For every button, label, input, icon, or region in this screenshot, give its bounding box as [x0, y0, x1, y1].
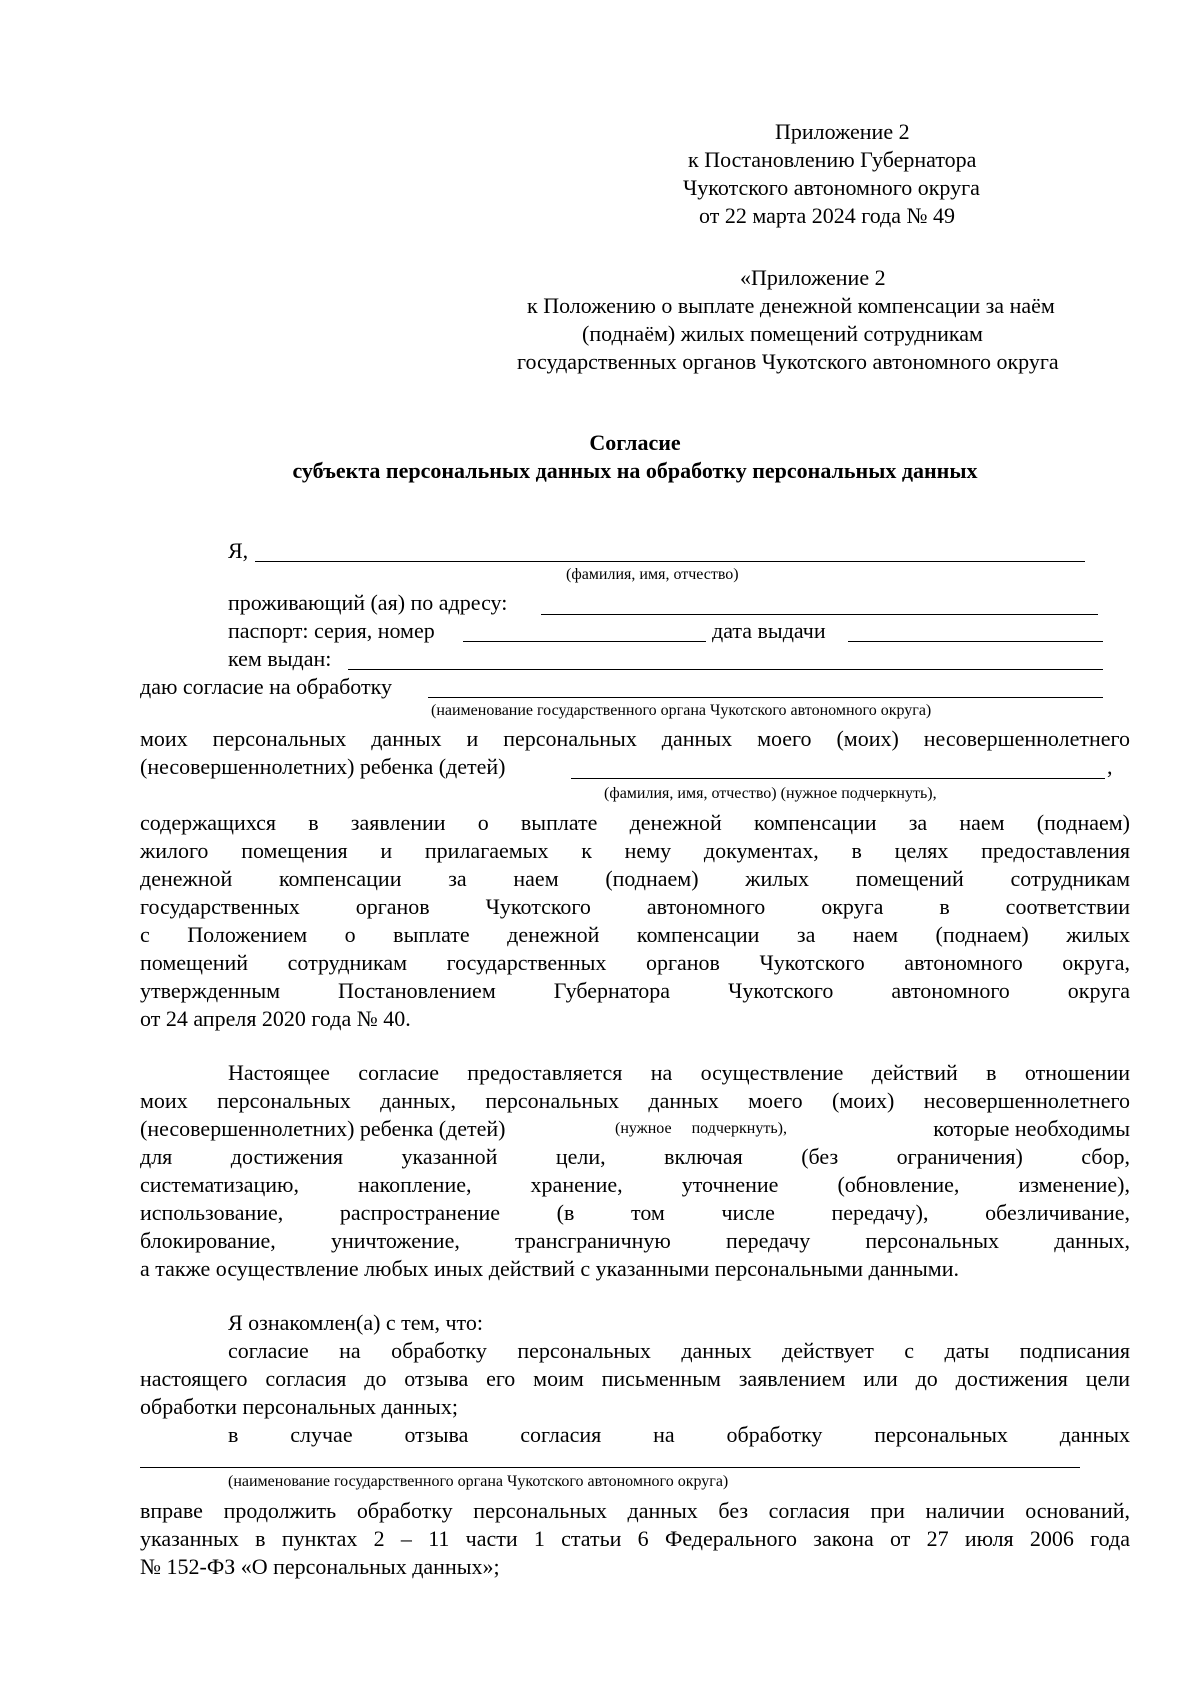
paragraph-2-line: а также осуществление любых иных действий с указанными персональными данными. [140, 1256, 959, 1281]
organ-caption-2: (наименование государственного органа Чукотского автономного округа) [228, 1473, 729, 1490]
issue-date-label: дата выдачи [712, 618, 826, 643]
passport-number-field-line[interactable] [463, 641, 706, 642]
appendix-title: «Приложение 2 [740, 265, 886, 290]
child-caption: (фамилия, имя, отчество) (нужное подчеркнуть), [604, 785, 937, 802]
paragraph-1-line: денежной компенсации за наем (поднаем) жилых помещений сотрудникам [140, 866, 1130, 891]
fio-field-line[interactable] [255, 561, 1085, 562]
paragraph-2-note: (нужное подчеркнуть), [615, 1120, 787, 1137]
document-subtitle: субъекта персональных данных на обработку персональных данных [292, 458, 978, 483]
issued-by-field-line[interactable] [348, 669, 1103, 670]
paragraph-2-line: Настоящее согласие предоставляется на осуществление действий в отношении [228, 1060, 1130, 1085]
header-date-number: от 22 марта 2024 года № 49 [699, 203, 956, 228]
header-appendix-number: Приложение 2 [775, 119, 910, 144]
paragraph-1-line: содержащихся в заявлении о выплате денежной компенсации за наем (поднаем) [140, 810, 1130, 835]
paragraph-1-last-line: от 24 апреля 2020 года № 40. [140, 1006, 411, 1031]
paragraph-2-line: использование, распространение (в том числе передачу), обезличивание, [140, 1200, 1130, 1225]
paragraph-1-line: с Положением о выплате денежной компенсации за наем (поднаем) жилых [140, 922, 1130, 947]
paragraph-3-line: вправе продолжить обработку персональных данных без согласия при наличии оснований, [140, 1498, 1130, 1523]
paragraph-1-line: помещений сотрудникам государственных органов Чукотского автономного округа, [140, 950, 1130, 975]
data-line-2-comma: , [1107, 754, 1113, 779]
paragraph-2-line: (несовершеннолетних) ребенка (детей) [140, 1116, 506, 1141]
paragraph-3-line: указанных в пунктах 2 – 11 части 1 статьи 6 Федерального закона от 27 июля 2006 года [140, 1526, 1130, 1551]
data-line-2: (несовершеннолетних) ребенка (детей) [140, 754, 506, 779]
organ-field-line[interactable] [428, 697, 1103, 698]
paragraph-3-line: обработки персональных данных; [140, 1394, 458, 1419]
paragraph-2-line: моих персональных данных, персональных данных моего (моих) несовершеннолетнего [140, 1088, 1130, 1113]
paragraph-3-intro: Я ознакомлен(а) с тем, что: [228, 1310, 483, 1335]
paragraph-2-line: систематизацию, накопление, хранение, уточнение (обновление, изменение), [140, 1172, 1130, 1197]
paragraph-1-line: жилого помещения и прилагаемых к нему документах, в целях предоставления [140, 838, 1130, 863]
i-label: Я, [228, 538, 249, 563]
organ-field-line-2[interactable] [140, 1467, 1080, 1468]
consent-to-label: даю согласие на обработку [140, 674, 393, 699]
appendix-line-4: государственных органов Чукотского автономного округа [517, 349, 1059, 374]
paragraph-2-line: которые необходимы [933, 1116, 1130, 1141]
paragraph-2-line: для достижения указанной цели, включая (без ограничения) сбор, [140, 1144, 1130, 1169]
appendix-line-2: к Положению о выплате денежной компенсации за наём [527, 293, 1055, 318]
child-fio-field-line[interactable] [571, 778, 1105, 779]
issue-date-field-line[interactable] [848, 641, 1103, 642]
document-title: Согласие [589, 430, 681, 455]
header-decree-ref: к Постановлению Губернатора [688, 147, 977, 172]
data-line-1: моих персональных данных и персональных данных моего (моих) несовершеннолетнего [140, 726, 1130, 751]
organ-caption: (наименование государственного органа Чукотского автономного округа) [431, 702, 932, 719]
paragraph-3-line: в случае отзыва согласия на обработку персональных данных [228, 1422, 1130, 1447]
paragraph-3-line: настоящего согласия до отзыва его моим письменным заявлением или до достижения цели [140, 1366, 1130, 1391]
paragraph-3-line: согласие на обработку персональных данных действует с даты подписания [228, 1338, 1130, 1363]
address-field-line[interactable] [541, 614, 1098, 615]
paragraph-1-line: утвержденным Постановлением Губернатора Чукотского автономного округа [140, 978, 1130, 1003]
address-label: проживающий (ая) по адресу: [228, 590, 508, 615]
paragraph-3-line: № 152-ФЗ «О персональных данных»; [140, 1554, 500, 1579]
appendix-line-3: (поднаём) жилых помещений сотрудникам [582, 321, 983, 346]
fio-caption: (фамилия, имя, отчество) [566, 566, 739, 583]
passport-label: паспорт: серия, номер [228, 618, 435, 643]
issued-by-label: кем выдан: [228, 646, 332, 671]
header-region: Чукотского автономного округа [683, 175, 980, 200]
paragraph-1-line: государственных органов Чукотского автономного округа в соответствии [140, 894, 1130, 919]
paragraph-2-line: блокирование, уничтожение, трансграничную передачу персональных данных, [140, 1228, 1130, 1253]
